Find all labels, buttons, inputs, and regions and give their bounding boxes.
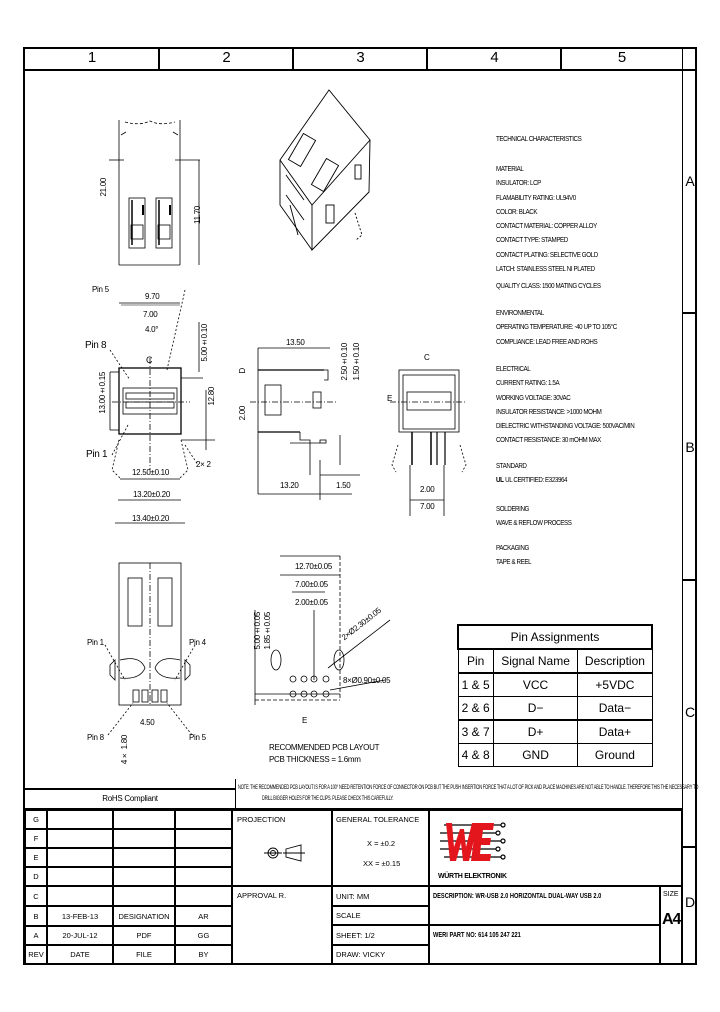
front-view-center-label: C [146, 355, 153, 365]
signal-cell: D+ [493, 720, 578, 744]
tech-soldering-heading: SOLDERING [496, 504, 529, 513]
tech-electrical-section [496, 362, 634, 448]
pcb-caption-line2: PCB THICKNESS = 1.6mm [269, 755, 361, 764]
rev-header-by: BY [175, 945, 232, 964]
bottom-view-pin5-label: Pin 5 [189, 733, 206, 742]
bottom-view-pin4-label: Pin 4 [189, 638, 206, 647]
pcb-dim-2: 7.00±0.05 [295, 580, 328, 589]
rev-cell: A [25, 926, 47, 945]
table-row [458, 697, 652, 721]
rev-date-cell: 20-JUL-12 [47, 926, 113, 945]
rev-file-cell: PDF [113, 926, 175, 945]
rev-file-cell [113, 848, 175, 867]
general-tolerance-cell [332, 810, 429, 886]
rev-file-cell [113, 886, 175, 906]
third-angle-projection-icon [261, 841, 311, 865]
pcb-dim-vertical2: 1.85±0.05 [263, 612, 272, 650]
top-view-dim-length: 21.00 [99, 178, 108, 197]
side-view-dim-bottom2: 1.50 [336, 481, 351, 490]
tech-electrical-heading: ELECTRICAL [496, 364, 531, 373]
rohs-separator [235, 779, 236, 808]
signal-cell: GND [493, 744, 578, 767]
front-view-dim-width2: 7.00 [143, 310, 158, 319]
rev-by-cell: GG [175, 926, 232, 945]
general-tolerance-label: GENERAL TOLERANCE [336, 815, 420, 824]
pin-table-header-pin: Pin [458, 649, 493, 673]
rev-by-cell: AR [175, 906, 232, 926]
bottom-view-pin1-label: Pin 1 [87, 638, 104, 647]
front-view-dim-right2: 12.80 [207, 387, 216, 406]
column-zone-1: 1 [25, 47, 159, 71]
table-row [458, 720, 652, 744]
column-zone-2: 2 [160, 47, 293, 71]
rev-date-cell: 13-FEB-13 [47, 906, 113, 926]
row-zone-d: D [682, 848, 697, 963]
front-view-pin8-label: Pin 8 [85, 340, 107, 351]
part-number-cell [429, 925, 660, 964]
front-view-dim-bottom1: 12.50±0.10 [132, 468, 169, 477]
pin-table-header-description: Description [578, 649, 652, 673]
tech-standard-heading: STANDARD [496, 461, 527, 470]
description-cell: +5VDC [578, 673, 652, 697]
top-view-dim-depth: 11.70 [193, 206, 202, 224]
description-text: DESCRIPTION: WR-USB 2.0 HORIZONTAL DUAL-WAY USB 2.0 [433, 891, 602, 900]
approval-cell [232, 886, 332, 964]
part-number-text: WERI PART NO: 614 105 247 221 [433, 930, 521, 939]
pin-cell: 2 & 6 [458, 697, 493, 721]
signal-cell: VCC [493, 673, 578, 697]
rev-file-cell [113, 810, 175, 829]
note-line-2: DRILL BIGGER HOLES FOR THE CLIPS. PLEASE CHECK THIS CAREFULLY. [262, 795, 394, 802]
rev-cell: G [25, 810, 47, 829]
tech-packaging-section [496, 541, 531, 570]
rev-date-cell [47, 848, 113, 867]
side-view-dim-left: 2.00 [238, 406, 247, 421]
tech-material-line: FLAMABILITY RATING: UL94V0 [496, 192, 576, 202]
tech-electrical-line: WORKING VOLTAGE: 30VAC [496, 392, 571, 402]
row-zone-b: B [682, 314, 697, 580]
pin-assignments-table [457, 624, 653, 767]
tech-material-line: INSULATOR: LCP [496, 178, 541, 188]
tech-material-line: LATCH: STAINLESS STEEL NI PLATED [496, 264, 595, 274]
description-cell [429, 886, 660, 925]
pcb-dim-vertical1: 5.00±0.05 [253, 612, 262, 650]
sheet-cell: SHEET: 1/2 [332, 925, 429, 945]
tech-packaging-heading: PACKAGING [496, 543, 529, 552]
logo-cell [429, 810, 682, 886]
column-zone-4: 4 [428, 47, 561, 71]
end-view-dim-pitch: 2.00 [420, 485, 435, 494]
tech-material-line: CONTACT MATERIAL: COPPER ALLOY [496, 221, 597, 231]
pcb-dim-1: 12.70±0.05 [295, 562, 332, 571]
projection-label: PROJECTION [237, 815, 286, 824]
front-view-dim-bottom3: 13.40±0.20 [132, 514, 169, 523]
bottom-view-dim-pitch: 4.50 [140, 718, 155, 727]
rev-date-cell [47, 886, 113, 906]
tolerance-x: X = ±0.2 [367, 839, 396, 848]
size-label: SIZE [663, 891, 679, 898]
tech-electrical-line: DIELECTRIC WITHSTANDING VOLTAGE: 500VAC/MIN [496, 421, 635, 431]
end-view-label-e: E [387, 394, 393, 403]
description-cell: Ground [578, 744, 652, 767]
tech-material-heading: MATERIAL [496, 164, 524, 173]
rev-by-cell [175, 829, 232, 848]
pin-cell: 1 & 5 [458, 673, 493, 697]
row-zone-c: C [682, 581, 697, 847]
drawn-by-cell: DRAW: VICKY [332, 945, 429, 964]
column-zone-3: 3 [294, 47, 427, 71]
tech-electrical-line: CURRENT RATING: 1.5A [496, 378, 560, 388]
row-zone-a: A [682, 71, 697, 313]
pcb-hole-label-2: 8×Ø0.90±0.05 [343, 676, 391, 685]
pcb-label-e: E [302, 716, 308, 725]
tech-material-line: COLOR: BLACK [496, 206, 538, 216]
pcb-dim-3: 2.00±0.05 [295, 598, 328, 607]
pin-cell: 3 & 7 [458, 720, 493, 744]
front-view-ref-2x2: 2× 2 [196, 460, 211, 469]
tech-soldering-line: WAVE & REFLOW PROCESS [496, 518, 572, 528]
tech-standard-line: UL UL CERTIFIED: E323964 [496, 475, 568, 485]
tech-material-line: CONTACT TYPE: STAMPED [496, 235, 568, 245]
bottom-view-dim-angle: 4× 1.80 [120, 735, 129, 765]
tech-material-line: QUALITY CLASS: 1500 MATING CYCLES [496, 281, 601, 291]
wurth-elektronik-logo-icon [436, 817, 511, 869]
pcb-caption-line1: RECOMMENDED PCB LAYOUT [269, 743, 380, 752]
side-view-dim-vertical1: 2.50±0.10 [340, 343, 349, 381]
tech-environmental-heading: ENVIRONMENTAL [496, 308, 544, 317]
front-view-pin5-label: Pin 5 [92, 285, 109, 294]
projection-cell [232, 810, 332, 886]
side-view-dim-vertical2: 1.50±0.10 [352, 343, 361, 381]
rev-cell: F [25, 829, 47, 848]
end-view-dim-span: 7.00 [420, 502, 435, 511]
rev-date-cell [47, 829, 113, 848]
rev-by-cell [175, 848, 232, 867]
tolerance-xx: XX = ±0.15 [363, 859, 401, 868]
rohs-compliant-label: RoHS Compliant [102, 794, 158, 803]
tech-packaging-line: TAPE & REEL [496, 557, 532, 567]
tech-electrical-line: INSULATOR RESISTANCE: >1000 MOHM [496, 406, 602, 416]
signal-cell: D− [493, 697, 578, 721]
scale-cell: SCALE [332, 906, 429, 925]
tech-environmental-line: COMPLIANCE: LEAD FREE AND ROHS [496, 336, 598, 346]
logo-text: WÜRTH ELEKTRONIK [438, 873, 507, 880]
rev-file-cell [113, 867, 175, 886]
tech-electrical-line: CONTACT RESISTANCE: 30 mOHM MAX [496, 435, 601, 445]
rev-header-file: FILE [113, 945, 175, 964]
front-view-dim-angle: 4.0° [145, 325, 159, 334]
tech-material-section [496, 162, 601, 294]
size-cell [660, 886, 682, 964]
side-view-label-d: D [238, 368, 247, 374]
table-row [458, 673, 652, 697]
tech-title: TECHNICAL CHARACTERISTICS [496, 134, 582, 143]
table-row [458, 744, 652, 767]
front-view-dim-right1: 5.00±0.10 [200, 324, 209, 362]
tech-environmental-line: OPERATING TEMPERATURE: -40 UP TO 105°C [496, 322, 617, 332]
rev-by-cell [175, 886, 232, 906]
rev-file-cell: DESIGNATION [113, 906, 175, 926]
pin-cell: 4 & 8 [458, 744, 493, 767]
rev-by-cell [175, 867, 232, 886]
unit-cell: UNIT: MM [332, 886, 429, 906]
column-zone-5: 5 [562, 47, 682, 71]
ul-mark-icon: UL [496, 475, 504, 485]
rev-cell: E [25, 848, 47, 867]
front-view-dim-width1: 9.70 [145, 292, 160, 301]
approval-label: APPROVAL R. [237, 891, 287, 900]
rev-date-cell [47, 867, 113, 886]
side-view-dim-bottom1: 13.20 [280, 481, 299, 490]
front-view-dim-height: 13.00±0.15 [98, 372, 107, 414]
side-view-dim-top: 13.50 [286, 338, 305, 347]
pin-table-header-signal: Signal Name [493, 649, 578, 673]
description-cell: Data+ [578, 720, 652, 744]
pin-table-title: Pin Assignments [458, 625, 652, 649]
tech-environmental-section [496, 306, 617, 349]
note-line-1: NOTE: THE RECOMMENDED PCB LAYOUT IS FOR A 100° NEED RETENTION FORCE OF CONNECTOR ON PCB BUT THE PUSH INSERTION FORCE THAT A LOT OF PICK AND PLACE MACHINES ARE NOT ABLE TO HANDLE. THEREFORE THIS THE NECESSARY TO [238, 784, 699, 791]
rev-cell: B [25, 906, 47, 926]
size-value: A4 [662, 911, 681, 928]
bottom-view-pin8-label: Pin 8 [87, 733, 104, 742]
rev-by-cell [175, 810, 232, 829]
tech-soldering-section [496, 502, 571, 531]
rev-file-cell [113, 829, 175, 848]
pcb-hole-label-1: 2×Ø2.30±0.05 [340, 605, 383, 643]
front-view-pin1-label: Pin 1 [86, 449, 108, 460]
rev-date-cell [47, 810, 113, 829]
rev-header-rev: REV [25, 945, 47, 964]
rev-header-date: DATE [47, 945, 113, 964]
rev-cell: C [25, 886, 47, 906]
front-view-dim-bottom2: 13.20±0.20 [133, 490, 170, 499]
tech-standard-section [496, 459, 567, 488]
tech-material-line: CONTACT PLATING: SELECTIVE GOLD [496, 249, 598, 259]
end-view-label-c: C [424, 353, 430, 362]
description-cell: Data− [578, 697, 652, 721]
rev-cell: D [25, 867, 47, 886]
